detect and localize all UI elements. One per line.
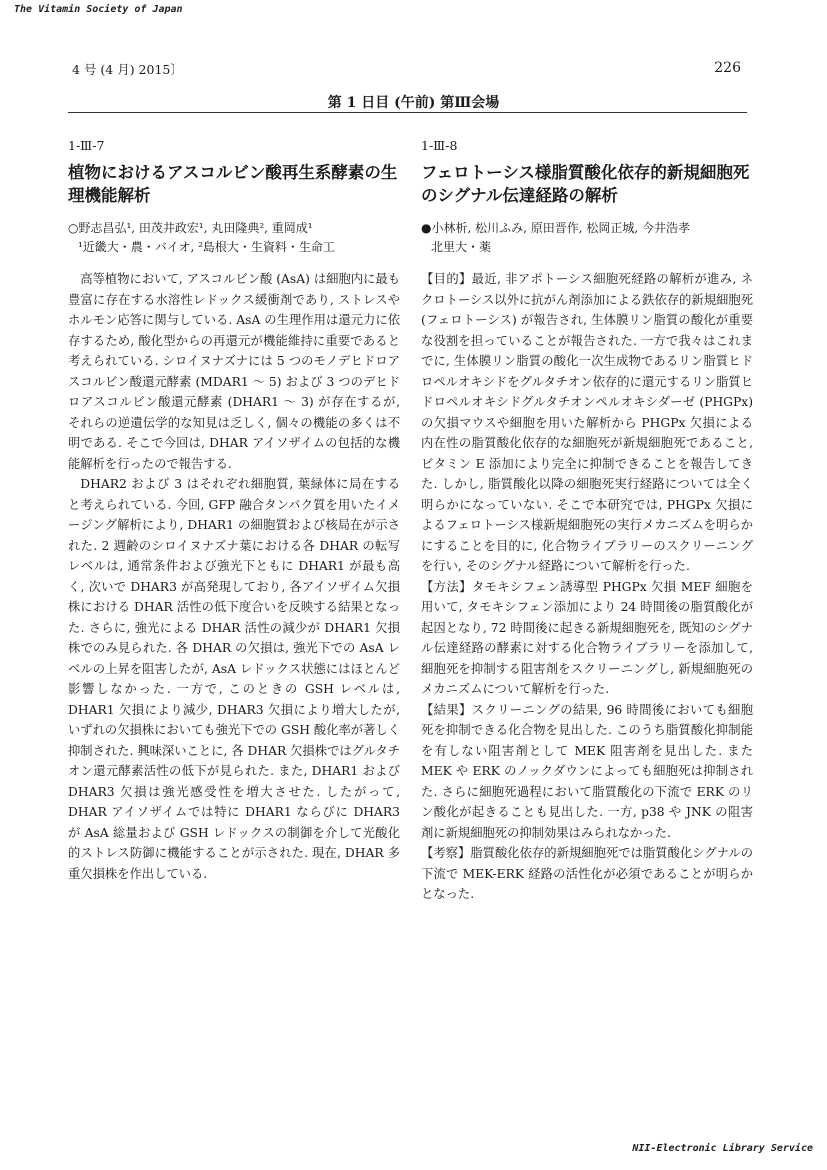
paragraph-results: 【結果】スクリーニングの結果, 96 時間後においても細胞死を抑制できる化合物を見出した. このうち脂質酸化抑制能を有しない阻害剤として MEK 阻害剤を見出した. また MEK や ERK のノックダウンによっても細胞死は抑制された. さらに細胞死過程において脂質酸化の下流で ERK のリン酸化が起きることも見出した. 一方, p38 や JNK の阻害剤に新規細胞死の抑制効果はみられなかった. bbox=[421, 702, 753, 840]
issue-label: 4 号 (4 月) 2015〕 bbox=[72, 62, 183, 77]
authors: ○野志昌弘¹, 田茂井政宏¹, 丸田隆典², 重岡成¹ bbox=[68, 221, 313, 235]
paragraph: DHAR2 および 3 はそれぞれ細胞質, 葉緑体に局在すると考えられている. 今回, GFP 融合タンパク質を用いたイメージング解析により, DHAR1 の細胞質および核局在が示された. 2 週齢のシロイヌナズナ葉における各 DHAR の転写レベルは, 通常条件および強光下ともに DHAR1 が最も高く, 次いで DHAR3 が高発現しており, 各アイソザイム欠損株における DHAR 活性の低下度合いを反映する結果となった. さらに, 強光による DHAR 活性の減少が DHAR1 欠損株でのみ見られた. 各 DHAR の欠損は, 強光下での AsA レベルの上昇を阻害したが, AsA レドックス状態にはほとんど影響しなかった. 一方で, このときの GSH レベルは, DHAR1 欠損により減少, DHAR3 欠損により増大したが, いずれの欠損株においても強光下での GSH 酸化率が著しく抑制された. 興味深いことに, 各 DHAR 欠損株ではグルタチオン還元酵素活性の低下が見られた. また, DHAR1 および DHAR3 欠損は強光感受性を増大させた. したがって, DHAR アイソザイムでは特に DHAR1 ならびに DHAR3 が AsA 総量および GSH レドックスの制御を介して光酸化的ストレス防御に機能することが示された. 現在, DHAR 多重欠損株を作出している. bbox=[68, 477, 400, 881]
authors: ●小林析, 松川ふみ, 原田晋作, 松岡正城, 今井浩孝 bbox=[421, 221, 690, 235]
page-number: 226 bbox=[714, 60, 741, 76]
header-rule bbox=[68, 112, 747, 113]
abstract-title: 植物におけるアスコルビン酸再生系酵素の生理機能解析 bbox=[68, 163, 398, 205]
abstract-title: フェロトーシス様脂質酸化依存的新規細胞死のシグナル伝達経路の解析 bbox=[421, 163, 750, 205]
watermark-bottom: NII-Electronic Library Service bbox=[632, 1143, 813, 1154]
paragraph-methods: 【方法】タモキシフェン誘導型 PHGPx 欠損 MEF 細胞を用いて, タモキシフェン添加により 24 時間後の脂質酸化が起因となり, 72 時間後に起きる新規細胞死を, 既知のシグナル伝達経路の酵素に対する化合物ライブラリーを添加して, 細胞死を抑制する阻害剤をスクリーニングし, 新規細胞死のメカニズムについて解析を行った. bbox=[421, 579, 753, 696]
abstract-left bbox=[68, 138, 400, 884]
abstract-right bbox=[421, 138, 753, 905]
paragraph-purpose: 【目的】最近, 非アポトーシス細胞死経路の解析が進み, ネクロトーシス以外に抗がん剤添加による鉄依存的新規細胞死 (フェロトーシス) が報告され, 生体膜リン脂質の酸化が重要な役割を担っていることが報告された. 一方で我々はこれまでに, 生体膜リン脂質の酸化一次生成物であるリン脂質ヒドロペルオキシドをグルタチオン依存的に還元するリン脂質ヒドロペルオキシドグルタチオンペルオキシダーゼ (PHGPx) の欠損マウスや細胞を用いた解析から PHGPx 欠損による内在性の脂質酸化依存的な細胞死が新規細胞死であること, ビタミン E 添加により完全に抑制できることを報告してきた. しかし, 脂質酸化以降の細胞死実行経路については全く明らかになっていない. そこで本研究では, PHGPx 欠損によるフェロトーシス様新規細胞死の実行メカニズムを明らかにすることを目的に, 化合物ライブラリーのスクリーニングを行い, そのシグナル経路について解析を行った. bbox=[421, 272, 753, 573]
affiliation: 北里大・薬 bbox=[431, 240, 492, 254]
paragraph: 高等植物において, アスコルビン酸 (AsA) は細胞内に最も豊富に存在する水溶性レドックス緩衝剤であり, ストレスやホルモン応答に関与している. AsA の生理作用は還元力に依存するため, 酸化型からの再還元が機能維持に重要であると考えられている. シロイヌナズナには 5 つのモノデヒドロアスコルビン酸還元酵素 (MDAR1 ～ 5) および 3 つのデヒドロアスコルビン酸還元酵素 (DHAR1 ～ 3) が存在するが, それらの逆遺伝学的な知見は乏しく, 個々の機能の多くは不明である. そこで今回は, DHAR アイソザイムの包括的な機能解析を行ったので報告する. bbox=[68, 272, 400, 471]
affiliation: ¹近畿大・農・バイオ, ²島根大・生資料・生命工 bbox=[78, 240, 335, 254]
abstract-number: 1-Ⅲ-8 bbox=[421, 138, 458, 153]
paragraph-discussion: 【考察】脂質酸化依存的新規細胞死では脂質酸化シグナルの下流で MEK-ERK 経路の活性化が必須であることが明らかとなった. bbox=[421, 846, 753, 901]
abstract-number: 1-Ⅲ-7 bbox=[68, 138, 105, 153]
watermark-top: The Vitamin Society of Japan bbox=[14, 4, 183, 15]
abstract-body bbox=[68, 269, 400, 884]
abstract-body bbox=[421, 269, 753, 905]
session-heading: 第 1 日目 (午前) 第Ⅲ会場 bbox=[327, 95, 500, 111]
